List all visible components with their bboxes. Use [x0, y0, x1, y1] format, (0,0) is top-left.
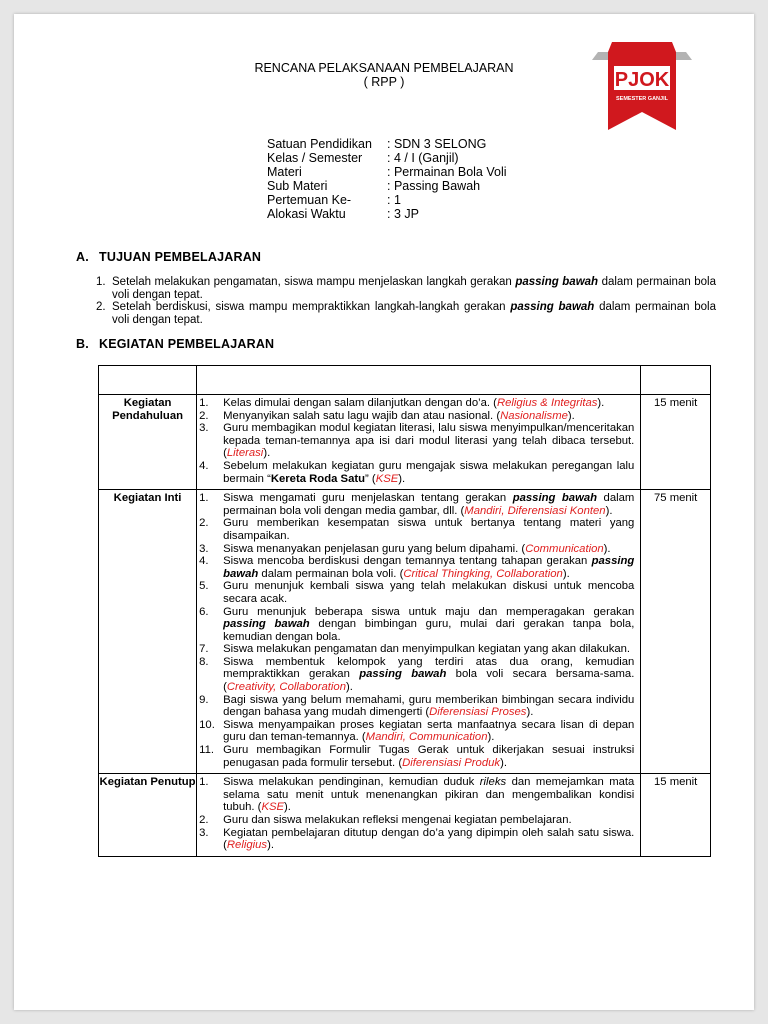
step-text-part: Menyanyikan salah satu lagu wajib dan atau nasional. ( — [223, 409, 501, 422]
step-text-part: Siswa menyampaikan proses kegiatan serta manfaatnya secara lisan di depan guru dan teman-temannya. ( — [223, 718, 635, 744]
step-text — [223, 397, 634, 410]
character-value-tag: Religius & Integritas — [496, 397, 598, 409]
character-value-tag: Diferensiasi Produk — [402, 756, 501, 769]
step-text — [223, 643, 634, 656]
step-number: 2. — [199, 409, 209, 422]
section-title: KEGIATAN PEMBELAJARAN — [99, 337, 275, 351]
step-text-part: ). — [605, 504, 613, 517]
activities-table — [98, 365, 711, 857]
info-row — [267, 193, 507, 207]
activity-step — [199, 606, 634, 644]
activity-step — [199, 694, 634, 719]
activity-phase: Kegiatan Penutup — [99, 774, 197, 857]
character-value-tag: Nasionalisme — [500, 409, 568, 422]
step-number: 6. — [199, 605, 209, 618]
step-number: 3. — [199, 826, 209, 839]
activity-row — [99, 774, 711, 857]
activity-step — [199, 492, 634, 517]
activity-step — [199, 410, 634, 423]
section-letter: A. — [76, 250, 89, 264]
step-number: 2. — [199, 517, 209, 530]
step-text — [223, 460, 634, 485]
info-row — [267, 137, 507, 151]
keyword: passing bawah — [223, 618, 310, 631]
step-text-part: dalam permainan bola voli. ( — [258, 567, 404, 580]
header-cell — [99, 366, 197, 395]
step-text-part: ). — [562, 567, 570, 580]
step-text-part: ). — [263, 447, 271, 460]
goal-text: Setelah melakukan pengamatan, siswa mampu menjelaskan langkah gerakan passing bawah dalam permainan bola voli dengan tepat. — [112, 276, 716, 301]
info-value: : 1 — [387, 193, 401, 207]
step-text-part: ). — [526, 706, 534, 719]
step-text — [223, 776, 634, 814]
info-label: Sub Materi — [267, 179, 328, 193]
activity-step — [199, 744, 634, 769]
activity-duration: 15 menit — [641, 395, 711, 490]
header-cell — [641, 366, 711, 395]
step-text-part: Guru membagikan Formulir Tugas Gerak untuk dikerjakan sesuai instruksi penugasan pada formulir tersebut. ( — [223, 744, 635, 769]
info-row — [267, 207, 507, 221]
info-value: : 4 / I (Ganjil) — [387, 151, 459, 165]
keyword: passing bawah — [223, 555, 635, 580]
info-label: Alokasi Waktu — [267, 207, 346, 221]
step-text-part: ). — [345, 681, 353, 694]
step-text — [223, 517, 634, 542]
character-value-tag: Religius — [226, 839, 268, 852]
goal-text: Setelah berdiskusi, siswa mampu mempraktikkan langkah-langkah gerakan passing bawah dalam permainan bola voli dengan tepat. — [112, 301, 716, 326]
info-row — [267, 179, 507, 193]
step-text-part: ). — [603, 542, 611, 555]
activity-step — [199, 422, 634, 460]
step-text-part: Guru menunjuk beberapa siswa untuk maju dan memperagakan gerakan — [223, 605, 635, 618]
activity-steps — [197, 774, 641, 857]
character-value-tag: Communication — [525, 542, 604, 555]
info-row — [267, 165, 507, 179]
step-text-part: ). — [567, 409, 575, 422]
keyword: passing bawah — [512, 492, 598, 505]
character-value-tag: Mandiri, Diferensiasi Konten — [464, 504, 606, 517]
step-text — [223, 410, 634, 423]
activity-steps — [197, 395, 641, 490]
step-text-part: ). — [398, 472, 406, 485]
step-text-part: dengan bimbingan guru, mulai dari gerakan tanpa bola, kemudian dengan bola. — [223, 618, 635, 643]
italic-term: rileks — [479, 776, 507, 789]
activity-step — [199, 397, 634, 410]
identity-block — [267, 137, 507, 221]
step-number: 1. — [199, 492, 209, 505]
character-value-tag: KSE — [375, 472, 399, 485]
step-text — [223, 827, 634, 852]
document-subtitle: ( RPP ) — [363, 75, 405, 89]
step-number: 4. — [199, 459, 209, 472]
info-value: : 3 JP — [387, 207, 419, 221]
step-text — [223, 606, 634, 644]
goals-list — [96, 276, 716, 326]
document-page — [14, 14, 754, 1010]
character-value-tag: Critical Thingking, Collaboration — [403, 567, 563, 580]
info-label: Materi — [267, 165, 302, 179]
step-text-part: Siswa melakukan pengamatan dan menyimpulkan kegiatan yang akan dilakukan. — [223, 643, 631, 656]
step-text — [223, 543, 634, 556]
activity-step — [199, 580, 634, 605]
step-text-part: dan memejamkan mata selama satu menit untuk menenangkan pikiran dan mengembalikan kondisi tubuh. ( — [223, 776, 635, 814]
step-text-part: dalam permainan bola voli dengan media gambar, dll. ( — [223, 492, 635, 517]
step-number: 7. — [199, 643, 209, 656]
step-text-part: Siswa menanyakan penjelasan guru yang belum dipahami. ( — [223, 542, 526, 555]
goal-number: 1. — [96, 276, 106, 288]
activity-steps — [197, 490, 641, 774]
step-text — [223, 555, 634, 580]
activity-row — [99, 395, 711, 490]
activity-row — [99, 490, 711, 774]
step-number: 5. — [199, 580, 209, 593]
activity-step — [199, 656, 634, 694]
info-value: : SDN 3 SELONG — [387, 137, 487, 151]
step-text — [223, 580, 634, 605]
info-value: : Permainan Bola Voli — [387, 165, 507, 179]
badge-subtitle: SEMESTER GANJIL — [616, 96, 668, 102]
activity-step — [199, 517, 634, 542]
step-number: 3. — [199, 542, 209, 555]
step-text-part: ” ( — [365, 472, 376, 485]
step-number: 1. — [199, 776, 209, 789]
step-text-part: Bagi siswa yang belum memahami, guru memberikan bimbingan secara individu dengan bahasa yang mudah dimengerti ( — [223, 693, 635, 719]
step-number: 4. — [199, 555, 209, 568]
activity-step — [199, 827, 634, 852]
info-row — [267, 151, 507, 165]
section-letter: B. — [76, 337, 89, 351]
character-value-tag: Diferensiasi Proses — [429, 706, 527, 719]
step-text-part: ). — [500, 756, 507, 769]
step-text — [223, 422, 634, 460]
step-text — [223, 814, 634, 827]
goal-item — [96, 276, 716, 301]
header-cell — [197, 366, 641, 395]
activity-step — [199, 460, 634, 485]
step-text-part: ). — [267, 839, 274, 852]
step-number: 2. — [199, 814, 209, 826]
info-value: : Passing Bawah — [387, 179, 481, 193]
section-title: TUJUAN PEMBELAJARAN — [99, 250, 262, 264]
character-value-tag: Mandiri, Communication — [365, 731, 488, 744]
step-text-part: Siswa mencoba berdiskusi dengan temannya tentang tahapan gerakan — [223, 555, 592, 568]
step-text-part: Siswa membentuk kelompok yang terdiri atas dua orang, kemudian mempraktikkan gerakan — [223, 655, 635, 681]
activity-duration: 75 menit — [641, 490, 711, 774]
step-text-part: bola voli secara bersama-sama. ( — [223, 668, 635, 694]
activity-phase: Kegiatan Pendahuluan — [99, 395, 197, 490]
step-number: 8. — [199, 655, 209, 668]
step-number: 3. — [199, 422, 209, 435]
step-text-part: Guru menunjuk kembali siswa yang telah melakukan diskusi untuk mencoba secara acak. — [223, 580, 635, 605]
table-header-row — [99, 366, 711, 395]
step-text-part: Guru memberikan kesempatan siswa untuk bertanya tentang materi yang disampaikan. — [223, 517, 635, 542]
character-value-tag: KSE — [261, 801, 285, 814]
section-a-heading — [76, 250, 261, 264]
section-b-heading — [76, 337, 274, 351]
step-number: 10. — [199, 718, 215, 731]
badge-title: PJOK — [614, 69, 670, 91]
step-text-part: Siswa mengamati guru menjelaskan tentang gerakan — [223, 492, 513, 505]
step-number: 11. — [199, 744, 214, 757]
info-label: Pertemuan Ke- — [267, 193, 352, 207]
activity-step — [199, 555, 634, 580]
activity-step — [199, 643, 634, 656]
character-value-tag: Literasi — [226, 447, 264, 460]
keyword: passing bawah — [359, 668, 447, 681]
info-label: Kelas / Semester — [267, 151, 363, 165]
activity-step — [199, 776, 634, 814]
step-text-part: ). — [597, 397, 605, 409]
step-number: 9. — [199, 693, 209, 706]
activity-step — [199, 719, 634, 744]
step-text-part: Guru membagikan modul kegiatan literasi, lalu siswa menyimpulkan/menceritakan kepada teman-temannya apa isi dari modul literasi yang telah dibaca tersebut. ( — [223, 422, 635, 460]
character-value-tag: Creativity, Collaboration — [226, 681, 346, 694]
goal-item — [96, 301, 716, 326]
step-text-part: ). — [487, 731, 495, 744]
step-text-part: Sebelum melakukan kegiatan guru mengajak siswa melakukan peregangan lalu bermain “ — [223, 459, 635, 485]
step-text — [223, 694, 634, 719]
step-text-part: Guru dan siswa melakukan refleksi mengenai kegiatan pembelajaran. — [223, 814, 572, 826]
step-text-part: Kelas dimulai dengan salam dilanjutkan dengan do’a. ( — [223, 397, 497, 409]
step-text — [223, 719, 634, 744]
step-text — [223, 656, 634, 694]
game-name: Kereta Roda Satu — [270, 472, 366, 485]
document-title: RENCANA PELAKSANAAN PEMBELAJARAN — [254, 61, 514, 75]
activity-phase: Kegiatan Inti — [99, 490, 197, 774]
activity-duration: 15 menit — [641, 774, 711, 857]
step-text-part: Kegiatan pembelajaran ditutup dengan do’a yang dipimpin oleh salah satu siswa. ( — [223, 826, 635, 852]
activity-step — [199, 543, 634, 556]
step-text-part: ). — [284, 801, 291, 814]
step-text-part: Siswa melakukan pendinginan, kemudian duduk — [223, 776, 480, 789]
activity-step — [199, 814, 634, 827]
step-number: 1. — [199, 397, 209, 409]
goal-number: 2. — [96, 301, 106, 313]
step-text — [223, 744, 634, 769]
info-label: Satuan Pendidikan — [267, 137, 372, 151]
step-text — [223, 492, 634, 517]
